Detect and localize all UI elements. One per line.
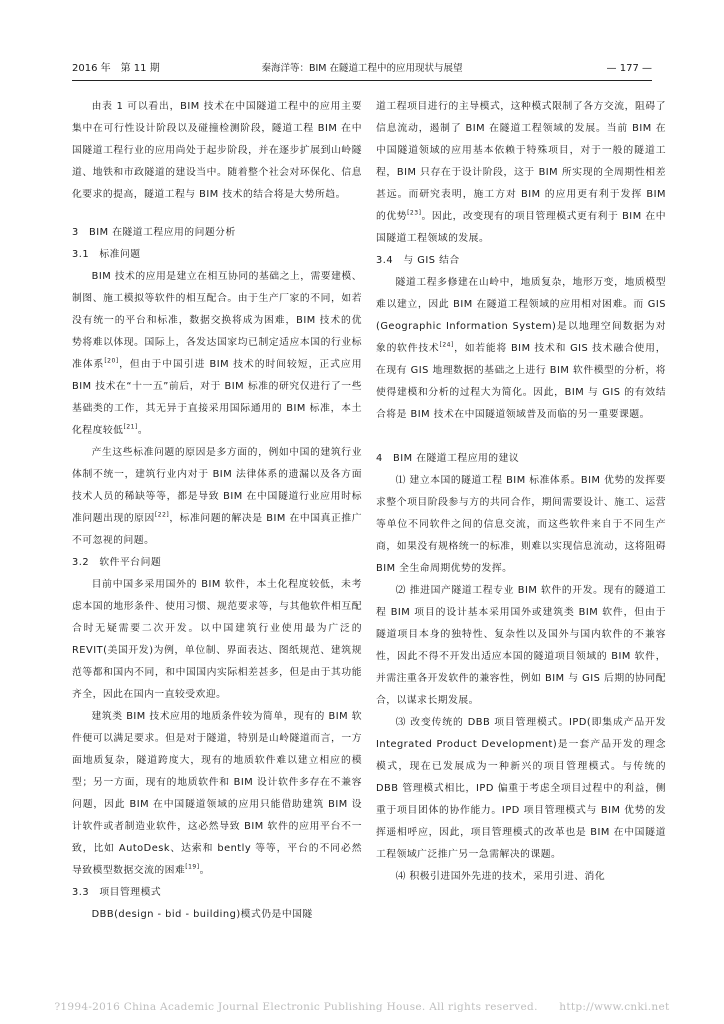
paragraph-software-a: 目前中国多采用国外的 BIM 软件，本土化程度较低，未考虑本国的地形条件、使用习惯、规范要求等，与其他软件相互配合时无疑需要二次开发。以中国建筑行业使用最为广泛的 REVIT(美国开发)为例，单位制、界面表达、图纸规范、建筑规范等都和国内不同，和中国国内实际相差甚多，但是由于其功能齐全，因此在国内一直较受欢迎。 [72,579,362,700]
right-column [376,96,666,888]
citation-ref: [21] [123,423,138,431]
citation-ref: [24] [439,341,454,349]
paragraph-text: 产生这些标准问题的原因是多方面的，例如中国的建筑行业体制不统一，建筑行业内对于 BIM 法律体系的遗漏以及各方面技术人员的稀缺等等，都是导致 BIM 在中国隧道行业应用时标准问题出现的原因 [72,447,362,524]
paragraph-text: ，标准问题的解决是 BIM 在中国真正推广不可忽视的问题。 [72,513,363,546]
page-header [72,62,652,81]
paragraph-intro: 由表 1 可以看出，BIM 技术在中国隧道工程中的应用主要集中在可行性设计阶段以及碰撞检测阶段，隧道工程 BIM 在中国隧道工程行业的应用尚处于起步阶段，并在逐步扩展到山岭隧道、地铁和市政隧道的建设当中。随着整个社会对环保化、信息化要求的提高，隧道工程与 BIM 技术的结合将是大势所趋。 [72,101,362,200]
paragraph-text: ，如若能将 BIM 技术和 GIS 技术融合使用，在现有 GIS 地理数据的基础之上进行 BIM 软件模型的分析，将使得建模和分析的过程大为简化。因此，BIM 与 GIS 的有效结合将是 BIM 技术在中国隧道领域普及而临的另一重要课题。 [376,343,666,420]
subsection-heading-3-1: 3.1 标准问题 [72,249,141,260]
paragraph-gis [376,272,666,426]
paragraph-suggestion-4: ⑷ 积极引进国外先进的技术，采用引进、消化 [395,871,606,882]
paragraph-standards [72,266,362,442]
running-title: 秦海洋等：BIM 在隧道工程中的应用现状与展望 [261,63,463,74]
paragraph-text: 。因此，改变现有的项目管理模式更有利于 BIM 在中国隧道工程领域的发展。 [376,211,666,244]
paragraph-suggestion-1: ⑴ 建立本国的隧道工程 BIM 标准体系。BIM 优势的发挥要求整个项目阶段参与方的共同合作，期间需要设计、施工、运营等单位不同软件之间的信息交流，而这些软件来自于不同生产商，如果没有规格统一的标准，则难以实现信息流动，这将阻碍 BIM 全生命周期优势的发挥。 [376,475,666,574]
paragraph-text: 。 [199,865,210,876]
paragraph-software-b [72,706,362,882]
paragraph-suggestion-2: ⑵ 推进国产隧道工程专业 BIM 软件的开发。现有的隧道工程 BIM 项目的设计基本采用国外或建筑类 BIM 软件，但由于隧道项目本身的独特性、复杂性以及国外与国内软件的不兼容性，因此不得不开发出适应本国的隧道项目领域的 BIM 软件，并需注重各开发软件的兼容性，例如 BIM 与 GIS 后期的协同配合，以谋求长期发展。 [376,585,666,706]
citation-ref: [23] [407,209,422,217]
subsection-heading-3-4: 3.4 与 GIS 结合 [376,255,460,266]
page-number: — 177 — [606,63,652,74]
citation-ref: [20] [104,357,119,365]
section-heading-3: 3 BIM 在隧道工程应用的问题分析 [72,227,236,238]
copyright-footer: ?1994-2016 China Academic Journal Electronic Publishing House. All rights reserved. http://www.cnki.net [54,1001,670,1013]
paragraph-text: 建筑类 BIM 技术应用的地质条件较为简单，现有的 BIM 软件便可以满足要求。但是对于隧道，特别是山岭隧道而言，一方面地质复杂，隧道跨度大，现有的地质软件难以建立相应的模型；另一方面，现有的地质软件和 BIM 设计软件多存在不兼容问题，因此 BIM 在中国隧道领域的应用只能借助建筑 BIM 设计软件或者制造业软件，这必然导致 BIM 软件的应用平台不一致，比如 AutoDesk、达索和 bently 等等，平台的不同必然导致模型数据交流的困难 [72,711,362,876]
citation-ref: [22] [154,511,170,519]
paragraph-text: ，但由于中国引进 BIM 技术的时间较短，正式应用 BIM 技术在“十一五”前后，对于 BIM 标准的研究仅进行了一些基础类的工作，其无异于直接采用国际通用的 BIM 标准，本土化程度较低 [72,359,363,436]
paragraph-text: 。 [137,425,149,436]
journal-year-issue: 2016 年 第 11 期 [72,63,160,74]
section-heading-4: 4 BIM 在隧道工程应用的建议 [376,453,520,464]
paragraph-text: BIM 技术的应用是建立在相互协同的基础之上，需要建模、制图、施工模拟等软件的相互配合。由于生产厂家的不同，如若没有统一的平台和标准，数据交换将成为困难，BIM 技术的优势将难以体现。国际上，各发达国家均已制定适应本国的行业标准体系 [72,271,362,370]
spacer [376,426,666,448]
paragraph-text: 道工程项目进行的主导模式，这种模式限制了各方交流，阻碍了信息流动，遏制了 BIM 在隧道工程领域的发展。当前 BIM 在中国隧道领域的应用基本依赖于特殊项目，对于一般的隧道工程，BIM 只存在于设计阶段，这于 BIM 所实现的全周期性相差甚远。而研究表明，施工方对 BIM 的应用更有利于发挥 BIM 的优势 [376,101,666,222]
paragraph-suggestion-3: ⑶ 改变传统的 DBB 项目管理模式。IPD(即集成产品开发 Integrated Product Development)是一套产品开发的理念模式，现在已发展成为一种新兴的项目管理模式。与传统的 DBB 管理模式相比，IPD 偏重于考虑全项目过程中的利益，侧重于项目团体的协作能力。IPD 项目管理模式与 BIM 优势的发挥遥相呼应，因此，项目管理模式的改革也是 BIM 在中国隧道工程领域广泛推广另一急需解决的课题。 [376,717,666,860]
subsection-heading-3-3: 3.3 项目管理模式 [72,887,162,898]
left-column [72,96,362,926]
paragraph-text: 隧道工程多修建在山岭中，地质复杂，地形万变，地质模型难以建立，因此 BIM 在隧道工程领域的应用相对困难。而 GIS (Geographic Information System)是以地理空间数据为对象的软件技术 [376,277,666,354]
subsection-heading-3-2: 3.2 软件平台问题 [72,557,162,568]
citation-ref: [19] [185,863,200,871]
paragraph-management: DBB(design - bid - building)模式仍是中国隧 [91,909,313,920]
paragraph-management-cont [376,96,666,250]
paragraph-standards-causes [72,442,362,552]
